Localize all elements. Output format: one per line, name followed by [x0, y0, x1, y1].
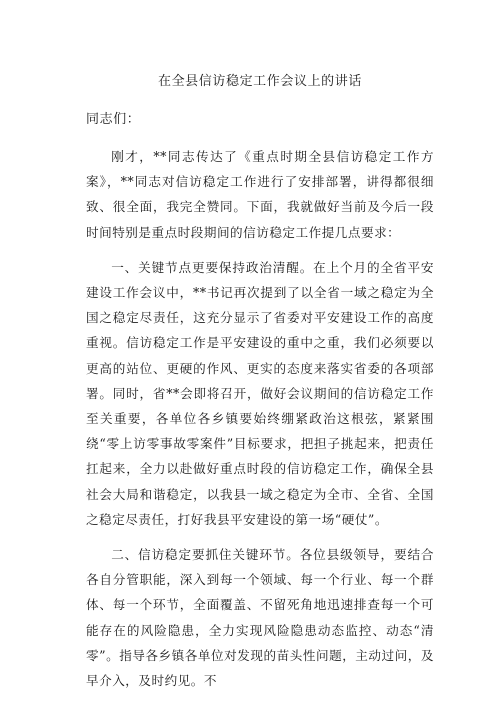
- salutation: 同志们：: [86, 112, 141, 127]
- paragraph-point-two: 二、信访稳定要抓住关键环节。各位县级领导，要结合各自分管职能，深入到每一个领域、每一个行业、每一个群体、每一个环节，全面覆盖、不留死角地迅速排查每一个可能存在的风险隐患，全力实现风险隐患动态监控、动态“清零”。指导各乡镇各单位对发现的苗头性问题，主动过问，及早介入，及时约见。不: [86, 547, 434, 689]
- paragraph-point-one: 一、关键节点更要保持政治清醒。在上个月的全省平安建设工作会议中，**书记再次提到了以全省一域之稳定为全国之稳定尽责任，这充分显示了省委对平安建设工作的高度重视。信访稳定工作是平安建设的重中之重，我们必须要以更高的站位、更硬的作风、更实的态度来落实省委的各项部署。同时，省**会即将召开，做好会议期间的信访稳定工作至关重要，各单位各乡镇要始终绷紧政治这根弦，紧紧围绕“零上访零事故零案件”目标要求，把担子挑起来，把责任扛起来，全力以赴做好重点时段的信访稳定工作，确保全县社会大局和谐稳定，以我县一域之稳定为全市、全省、全国之稳定尽责任，打好我县平安建设的第一场“硬仗”。: [86, 259, 434, 527]
- paragraph-opening: 刚才，**同志传达了《重点时期全县信访稳定工作方案》，**同志对信访稳定工作进行了安排部署，讲得都很细致、很全面，我完全赞同。下面，我就做好当前及今后一段时间特别是重点时段期间的信访稳定工作提几点要求：: [86, 149, 434, 240]
- document-title: 在全县信访稳定工作会议上的讲话: [157, 74, 362, 89]
